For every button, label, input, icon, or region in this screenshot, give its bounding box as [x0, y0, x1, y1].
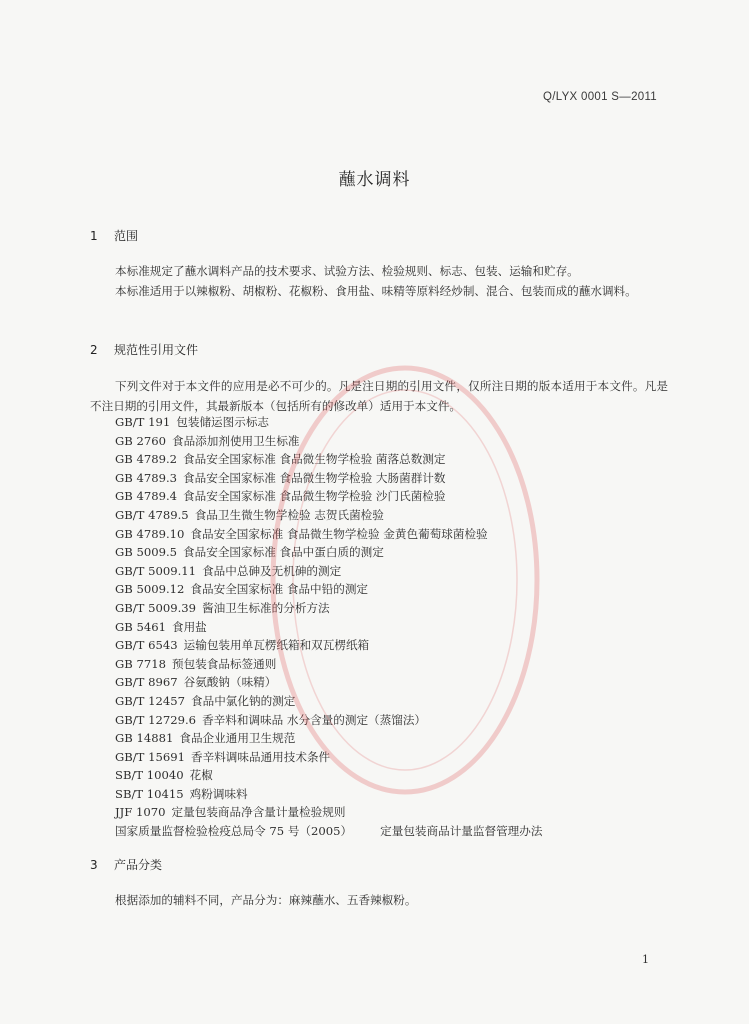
section-title: 范围 [114, 229, 139, 243]
reference-title: 预包装食品标签通则 [171, 656, 277, 671]
reference-title: 食品中氯化钠的测定 [191, 693, 296, 708]
reference-title: 运输包装用单瓦楞纸箱和双瓦楞纸箱 [183, 638, 370, 653]
reference-title: 定量包装商品净含量计量检验规则 [171, 805, 346, 820]
reference-item [115, 729, 675, 748]
reference-title: 食品添加剂使用卫生标准 [171, 433, 300, 448]
reference-code: GB/T 5009.39 [115, 600, 197, 615]
reference-title: 食品安全国家标准 食品微生物学检验 沙门氏菌检验 [183, 489, 446, 504]
section-title: 规范性引用文件 [114, 343, 199, 357]
reference-title: 食品卫生微生物学检验 志贺氏菌检验 [194, 507, 384, 522]
reference-code: GB 5009.12 [115, 582, 185, 597]
reference-item [115, 618, 675, 637]
reference-code: GB 5009.5 [115, 545, 178, 560]
reference-title: 食品安全国家标准 食品微生物学检验 金黄色葡萄球菌检验 [190, 526, 488, 541]
reference-code: GB 4789.10 [115, 526, 185, 541]
reference-code: GB 7718 [115, 656, 166, 671]
reference-code: GB 4789.2 [115, 452, 178, 467]
section-number: 3 [90, 858, 98, 872]
reference-code: GB 4789.3 [115, 470, 178, 485]
reference-title: 鸡粉调味料 [189, 786, 248, 801]
page-number: 1 [642, 953, 649, 966]
scope-paragraph-2: 本标准适用于以辣椒粉、胡椒粉、花椒粉、食用盐、味精等原料经炒制、混合、包装而成的蘸水调料。 [115, 284, 637, 298]
reference-item [115, 487, 675, 506]
reference-code: GB/T 5009.11 [115, 563, 197, 578]
scope-paragraph-1: 本标准规定了蘸水调料产品的技术要求、试验方法、检验规则、标志、包装、运输和贮存。 [115, 264, 579, 278]
reference-title: 谷氨酸钠（味精） [183, 675, 277, 690]
reference-item [115, 673, 675, 692]
reference-item [115, 711, 675, 730]
reference-item [115, 413, 675, 432]
reference-code: GB/T 12457 [115, 693, 185, 708]
section-2-heading [90, 341, 198, 358]
reference-title: 花椒 [189, 768, 213, 783]
classification-paragraph: 根据添加的辅料不同，产品分为：麻辣蘸水、五香辣椒粉。 [115, 893, 417, 907]
reference-item [115, 506, 675, 525]
normative-references-list [115, 413, 675, 841]
reference-code: JJF 1070 [115, 805, 166, 820]
reference-item [115, 636, 675, 655]
reference-title: 香辛料调味品通用技术条件 [191, 749, 331, 764]
section-number: 2 [90, 343, 98, 357]
reference-code: GB/T 15691 [115, 749, 185, 764]
reference-code: GB/T 12729.6 [115, 712, 197, 727]
reference-code: GB 2760 [115, 433, 166, 448]
reference-item [115, 543, 675, 562]
reference-code: GB/T 6543 [115, 638, 178, 653]
reference-item [115, 450, 675, 469]
reference-code: GB/T 4789.5 [115, 507, 189, 522]
reference-item [115, 525, 675, 544]
reference-code: GB 4789.4 [115, 489, 178, 504]
reference-item [115, 599, 675, 618]
reference-title: 食品安全国家标准 食品微生物学检验 大肠菌群计数 [183, 470, 446, 485]
reference-title: 食品中总砷及无机砷的测定 [202, 563, 342, 578]
reference-item [115, 822, 675, 841]
reference-code: GB 5461 [115, 619, 166, 634]
reference-item [115, 692, 675, 711]
section-title: 产品分类 [114, 858, 163, 872]
reference-title: 香辛料和调味品 水分含量的测定（蒸馏法） [202, 712, 427, 727]
reference-item [115, 785, 675, 804]
reference-title: 食品企业通用卫生规范 [179, 731, 296, 746]
section-number: 1 [90, 229, 98, 243]
reference-title: 食品安全国家标准 食品中铅的测定 [190, 582, 369, 597]
reference-item [115, 655, 675, 674]
document-code: Q/LYX 0001 S—2011 [543, 91, 657, 103]
reference-title: 食品安全国家标准 食品中蛋白质的测定 [183, 545, 384, 560]
reference-item [115, 766, 675, 785]
references-intro-paragraph: 下列文件对于本文件的应用是必不可少的。凡是注日期的引用文件，仅所注日期的版本适用于本文件。凡是不注日期的引用文件，其最新版本（包括所有的修改单）适用于本文件。 [90, 379, 668, 413]
reference-item [115, 580, 675, 599]
reference-code: GB/T 191 [115, 415, 171, 429]
reference-item [115, 469, 675, 488]
reference-code: SB/T 10415 [115, 786, 184, 801]
reference-title: 包装储运图示标志 [176, 415, 270, 429]
reference-title: 食用盐 [171, 619, 207, 634]
section-1-heading [90, 227, 138, 244]
reference-item [115, 803, 675, 822]
reference-item [115, 748, 675, 767]
reference-item [115, 432, 675, 451]
document-title: 蘸水调料 [338, 170, 411, 190]
reference-title: 定量包装商品计量监督管理办法 [380, 824, 543, 839]
section-3-heading [90, 856, 162, 873]
reference-item [115, 562, 675, 581]
reference-code: GB 14881 [115, 731, 174, 746]
reference-code: SB/T 10040 [115, 768, 184, 783]
reference-title: 食品安全国家标准 食品微生物学检验 菌落总数测定 [183, 452, 446, 467]
reference-title: 酱油卫生标准的分析方法 [202, 600, 330, 615]
reference-code: GB/T 8967 [115, 675, 178, 690]
reference-code: 国家质量监督检验检疫总局令 75 号（2005） [115, 824, 353, 839]
